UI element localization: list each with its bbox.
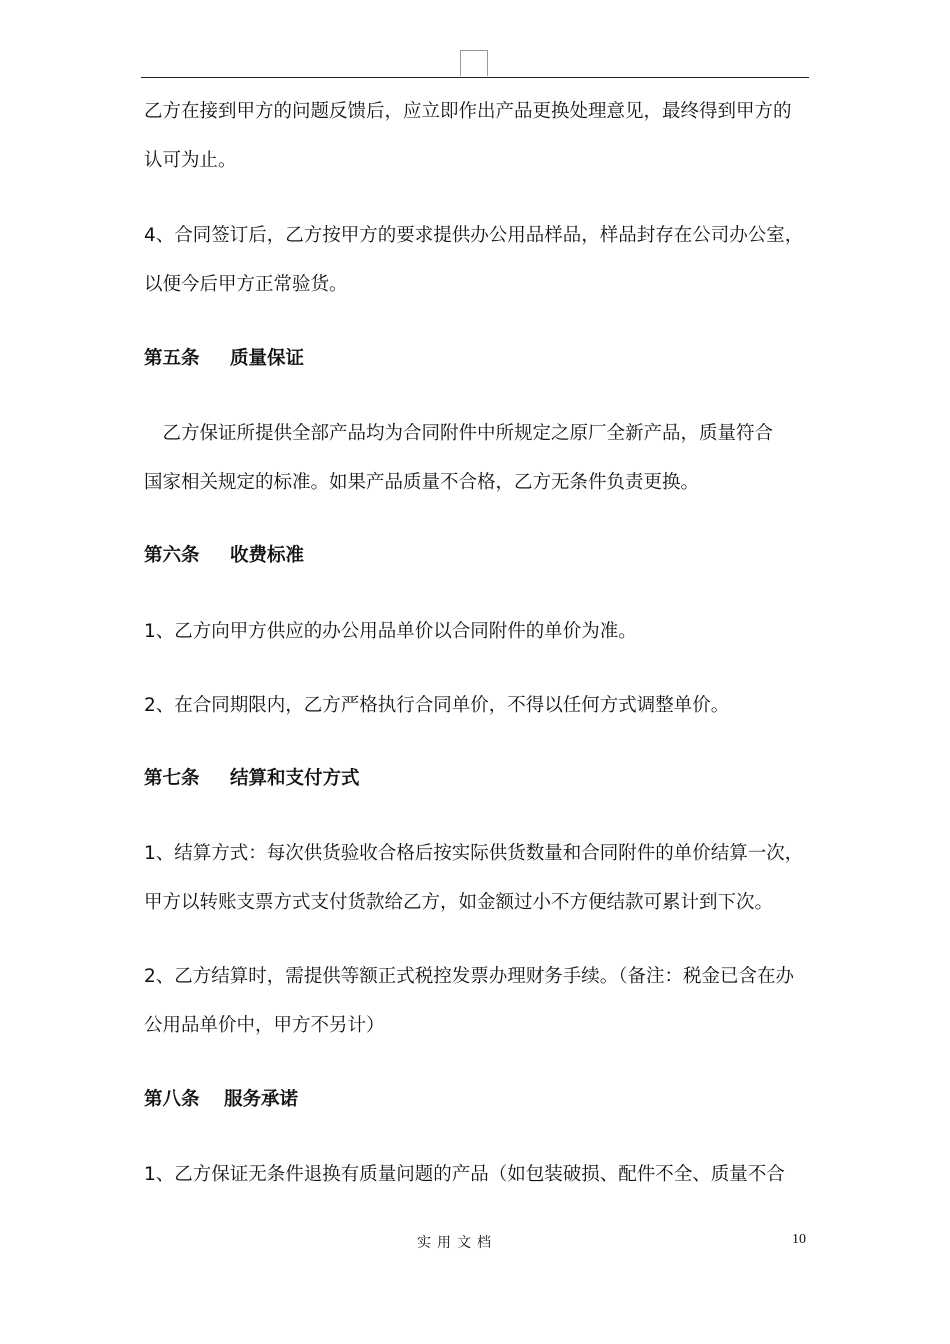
section-title: 结算和支付方式 bbox=[229, 768, 360, 789]
section-number: 第七条 bbox=[144, 768, 200, 789]
section-number: 第八条 bbox=[144, 1089, 200, 1110]
section-number: 第六条 bbox=[144, 545, 200, 566]
section-heading-7 bbox=[144, 764, 359, 794]
page-number: 10 bbox=[792, 1232, 806, 1247]
paragraph-contract-price: 2、在合同期限内，乙方严格执行合同单价，不得以任何方式调整单价。 bbox=[144, 695, 730, 716]
paragraph-invoice: 2、乙方结算时，需提供等额正式税控发票办理财务手续。（备注：税金已含在办 公用品单价中，甲方不另计） bbox=[144, 966, 795, 1036]
section-title: 收费标准 bbox=[229, 545, 304, 566]
section-title: 质量保证 bbox=[229, 348, 304, 369]
paragraph-issue-feedback: 乙方在接到甲方的问题反馈后，应立即作出产品更换处理意见，最终得到甲方的 认可为止。 bbox=[144, 101, 792, 171]
header-rule bbox=[141, 77, 809, 78]
paragraph-unit-price: 1、乙方向甲方供应的办公用品单价以合同附件的单价为准。 bbox=[144, 621, 637, 642]
section-heading-5 bbox=[144, 344, 304, 374]
header-box bbox=[460, 50, 488, 76]
section-heading-8 bbox=[144, 1085, 298, 1115]
paragraph-sample-storage: 4、合同签订后，乙方按甲方的要求提供办公用品样品，样品封存在公司办公室， 以便今后甲方正常验货。 bbox=[144, 225, 804, 295]
section-title: 服务承诺 bbox=[223, 1089, 298, 1110]
paragraph-service-promise: 1、乙方保证无条件退换有质量问题的产品（如包装破损、配件不全、质量不合 bbox=[144, 1164, 785, 1185]
section-heading-6 bbox=[144, 541, 304, 571]
footer-label: 实用文档 bbox=[417, 1235, 497, 1251]
section-number: 第五条 bbox=[144, 348, 200, 369]
paragraph-quality-guarantee: 乙方保证所提供全部产品均为合同附件中所规定之原厂全新产品，质量符合 国家相关规定的标准。如果产品质量不合格，乙方无条件负责更换。 bbox=[144, 423, 774, 493]
paragraph-settlement-method: 1、结算方式：每次供货验收合格后按实际供货数量和合同附件的单价结算一次， 甲方以转账支票方式支付货款给乙方，如金额过小不方便结款可累计到下次。 bbox=[144, 843, 804, 913]
